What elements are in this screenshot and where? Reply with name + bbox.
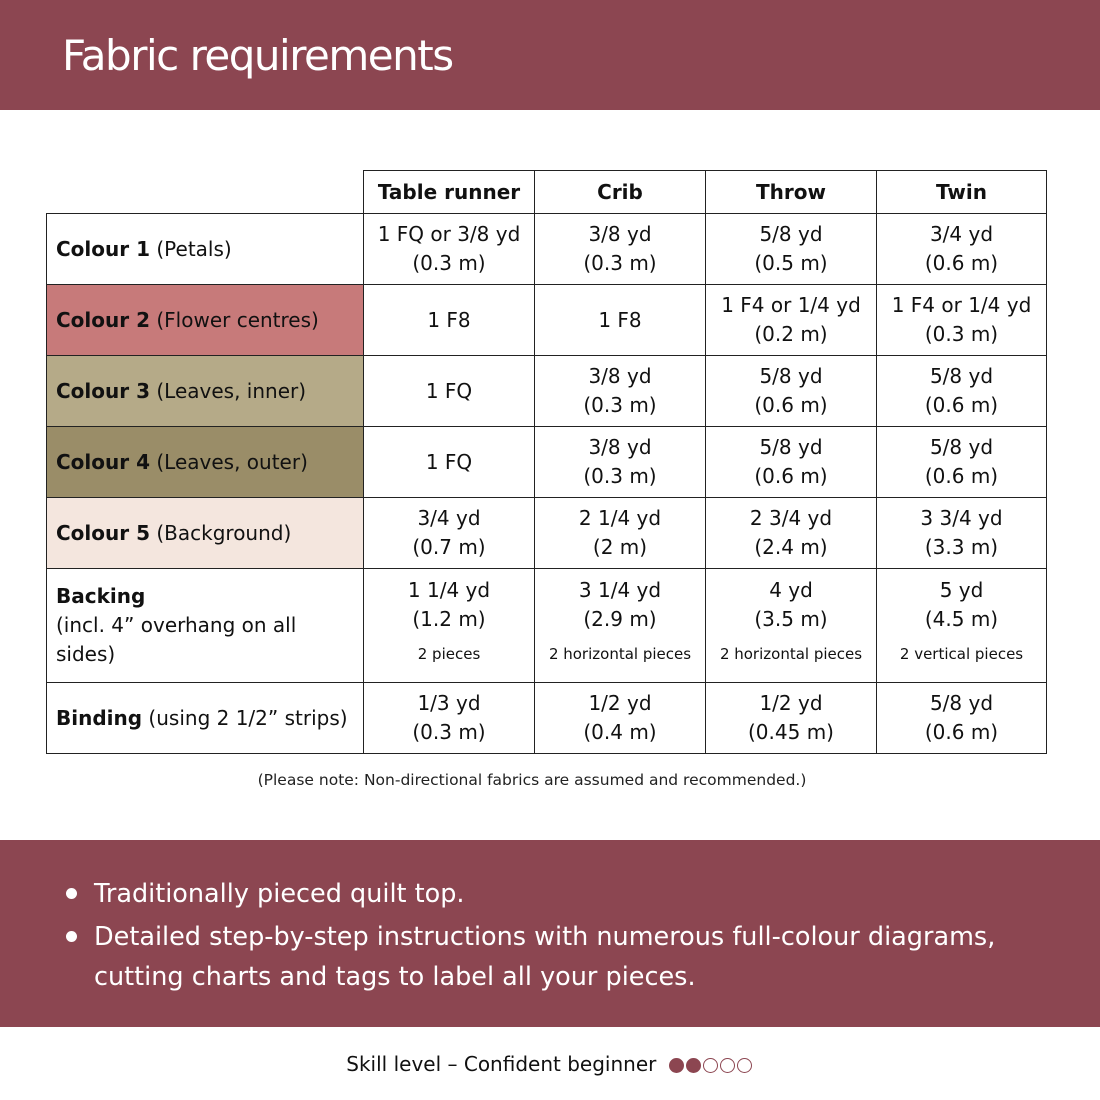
cell-metric: (0.6 m) xyxy=(754,393,828,417)
cell-metric: (0.6 m) xyxy=(924,720,999,744)
cell-yardage: 3/8 yd xyxy=(588,435,652,459)
table-row xyxy=(47,683,1047,754)
cell-yardage: 3/8 yd xyxy=(588,364,652,388)
feature-item xyxy=(62,874,1062,914)
column-header: Twin xyxy=(877,171,1047,214)
row-label-detail: (Leaves, outer) xyxy=(150,449,308,474)
table-cell xyxy=(706,427,877,498)
cell-yardage: 1 F8 xyxy=(598,307,642,332)
row-label xyxy=(47,285,364,356)
table-cell xyxy=(877,427,1047,498)
feature-text: Detailed step-by-step instructions with numerous full-colour diagrams, cutting charts and tags to label all your pieces. xyxy=(94,922,996,992)
table-cell xyxy=(706,498,877,569)
table-cell xyxy=(877,498,1047,569)
table-cell xyxy=(364,214,535,285)
column-header: Crib xyxy=(535,171,706,214)
table-cell xyxy=(877,683,1047,754)
row-label-bold: Colour 4 xyxy=(56,449,150,474)
cell-metric: (3.5 m) xyxy=(754,607,828,631)
column-header: Throw xyxy=(706,171,877,214)
table-row xyxy=(47,498,1047,569)
filled-circle-icon xyxy=(686,1058,701,1073)
cell-yardage: 5/8 yd xyxy=(759,222,823,246)
cell-yardage: 1/3 yd xyxy=(417,691,481,715)
cell-note: 2 vertical pieces xyxy=(899,645,1024,663)
cell-yardage: 3/4 yd xyxy=(417,506,481,530)
row-label xyxy=(47,569,364,683)
skill-level-label: Skill level – Confident beginner xyxy=(346,1052,657,1076)
table-cell xyxy=(706,569,877,683)
cell-yardage: 3/4 yd xyxy=(929,222,994,246)
row-label-bold: Backing xyxy=(56,584,146,608)
cell-note: 2 horizontal pieces xyxy=(548,645,692,663)
cell-note: 2 horizontal pieces xyxy=(719,645,863,663)
cell-yardage: 1/2 yd xyxy=(759,691,823,715)
table-cell xyxy=(706,683,877,754)
cell-yardage: 3 1/4 yd xyxy=(578,578,662,602)
table-cell xyxy=(364,683,535,754)
row-label-bold: Colour 2 xyxy=(56,307,150,332)
table-row xyxy=(47,214,1047,285)
empty-circle-icon xyxy=(737,1058,752,1073)
cell-yardage: 4 yd xyxy=(769,578,813,602)
cell-metric: (0.7 m) xyxy=(412,535,486,559)
cell-yardage: 1 FQ or 3/8 yd xyxy=(377,222,521,246)
table-cell xyxy=(706,285,877,356)
features-list xyxy=(62,874,1062,1000)
bullet-icon xyxy=(66,931,77,942)
feature-text: Traditionally pieced quilt top. xyxy=(94,879,465,909)
table-cell xyxy=(706,356,877,427)
row-label xyxy=(47,214,364,285)
table-cell xyxy=(535,427,706,498)
cell-metric: (3.3 m) xyxy=(924,535,999,559)
cell-yardage: 2 1/4 yd xyxy=(578,506,662,530)
skill-level xyxy=(0,1048,1100,1082)
features-band xyxy=(0,840,1100,1027)
cell-metric: (2 m) xyxy=(592,535,648,559)
fabric-requirements-table xyxy=(46,170,1047,754)
table-cell xyxy=(364,569,535,683)
fabric-note: (Please note: Non-directional fabrics are assumed and recommended.) xyxy=(257,771,807,789)
page-title: Fabric requirements xyxy=(62,31,453,80)
cell-yardage: 1 F4 or 1/4 yd xyxy=(721,293,861,317)
cell-metric: (0.4 m) xyxy=(583,720,657,744)
table-cell xyxy=(877,356,1047,427)
table-cell xyxy=(535,569,706,683)
empty-circle-icon xyxy=(720,1058,735,1073)
cell-yardage: 2 3/4 yd xyxy=(749,506,833,530)
cell-yardage: 1 F8 xyxy=(427,307,471,332)
row-label-bold: Colour 5 xyxy=(56,520,150,545)
cell-metric: (0.3 m) xyxy=(583,464,657,488)
cell-yardage: 5/8 yd xyxy=(759,364,823,388)
row-label-bold: Binding xyxy=(56,705,143,730)
cell-yardage: 1 FQ xyxy=(425,449,473,474)
filled-circle-icon xyxy=(669,1058,684,1073)
cell-yardage: 1/2 yd xyxy=(588,691,652,715)
cell-metric: (0.6 m) xyxy=(754,464,828,488)
cell-yardage: 3 3/4 yd xyxy=(920,506,1003,530)
table-cell xyxy=(535,285,706,356)
cell-metric: (0.6 m) xyxy=(924,251,999,275)
row-label xyxy=(47,356,364,427)
cell-yardage: 5/8 yd xyxy=(929,364,994,388)
cell-metric: (0.3 m) xyxy=(412,720,486,744)
cell-metric: (0.3 m) xyxy=(583,393,657,417)
table-cell xyxy=(364,356,535,427)
row-label xyxy=(47,683,364,754)
cell-metric: (0.2 m) xyxy=(754,322,828,346)
skill-rating xyxy=(669,1048,754,1080)
cell-metric: (0.3 m) xyxy=(412,251,486,275)
header-corner xyxy=(47,171,364,214)
table-cell xyxy=(706,214,877,285)
table-cell xyxy=(364,427,535,498)
cell-metric: (2.9 m) xyxy=(583,607,657,631)
table-cell xyxy=(535,498,706,569)
table-cell xyxy=(877,214,1047,285)
row-label-bold: Colour 3 xyxy=(56,378,150,403)
bullet-icon xyxy=(66,888,77,899)
cell-yardage: 5/8 yd xyxy=(759,435,823,459)
table-cell xyxy=(877,569,1047,683)
table-cell xyxy=(364,498,535,569)
cell-metric: (0.3 m) xyxy=(924,322,999,346)
row-label-bold: Colour 1 xyxy=(56,236,150,261)
table-row xyxy=(47,285,1047,356)
table-row xyxy=(47,356,1047,427)
cell-metric: (4.5 m) xyxy=(924,607,999,631)
cell-metric: (0.6 m) xyxy=(924,393,999,417)
cell-yardage: 1 FQ xyxy=(425,378,473,403)
cell-note: 2 pieces xyxy=(417,645,481,663)
row-label-detail: (Flower centres) xyxy=(150,307,319,332)
row-label xyxy=(47,427,364,498)
cell-yardage: 5/8 yd xyxy=(929,691,994,715)
row-label-detail: (using 2 1/2” strips) xyxy=(142,705,348,730)
table-cell xyxy=(535,214,706,285)
cell-yardage: 3/8 yd xyxy=(588,222,652,246)
row-label-detail: (Background) xyxy=(150,520,292,545)
header-banner xyxy=(0,0,1100,110)
feature-item xyxy=(62,917,1062,997)
cell-metric: (0.5 m) xyxy=(754,251,828,275)
cell-yardage: 1 1/4 yd xyxy=(407,578,491,602)
empty-circle-icon xyxy=(703,1058,718,1073)
cell-yardage: 5 yd xyxy=(939,578,984,602)
row-label-detail: (Petals) xyxy=(150,236,232,261)
table-row xyxy=(47,569,1047,683)
cell-metric: (0.6 m) xyxy=(924,464,999,488)
table-row xyxy=(47,427,1047,498)
cell-metric: (0.45 m) xyxy=(748,720,834,744)
cell-yardage: 1 F4 or 1/4 yd xyxy=(891,293,1032,317)
table-header-row xyxy=(47,171,1047,214)
cell-yardage: 5/8 yd xyxy=(929,435,994,459)
table-cell xyxy=(535,683,706,754)
row-label-detail: (Leaves, inner) xyxy=(150,378,307,403)
cell-metric: (1.2 m) xyxy=(412,607,486,631)
table-cell xyxy=(364,285,535,356)
column-header: Table runner xyxy=(364,171,535,214)
cell-metric: (0.3 m) xyxy=(583,251,657,275)
row-label-detail: (incl. 4” overhang on all sides) xyxy=(56,613,297,666)
cell-metric: (2.4 m) xyxy=(754,535,828,559)
table-cell xyxy=(535,356,706,427)
row-label xyxy=(47,498,364,569)
table-cell xyxy=(877,285,1047,356)
